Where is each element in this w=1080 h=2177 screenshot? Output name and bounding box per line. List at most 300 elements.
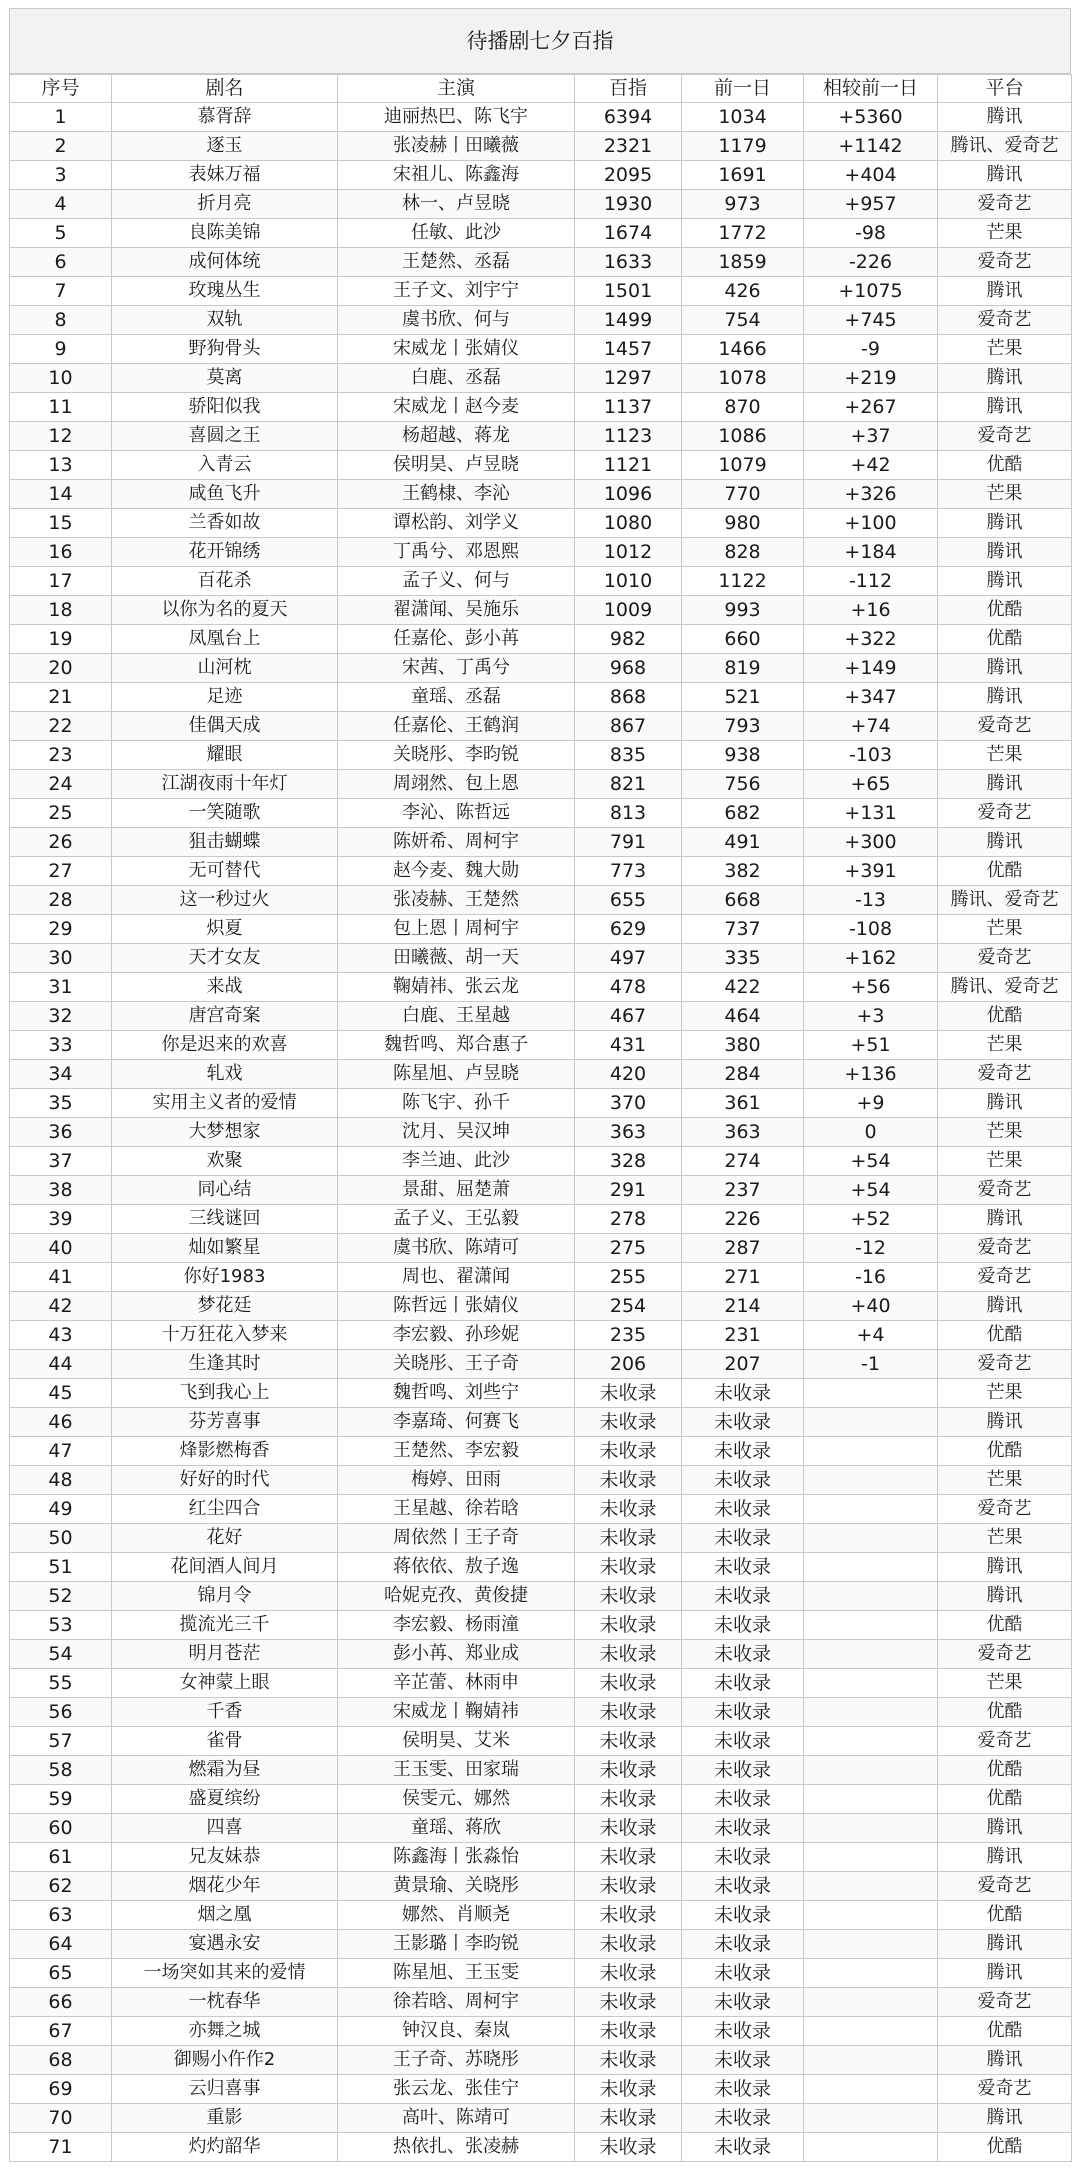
cell-drama: 灿如繁星 <box>112 1234 338 1263</box>
cell-change: +1142 <box>804 132 938 161</box>
cell-cast: 哈妮克孜、黄俊捷 <box>338 1582 575 1611</box>
cell-drama: 女神蒙上眼 <box>112 1669 338 1698</box>
table-row <box>10 1640 1072 1669</box>
table-row <box>10 2104 1072 2133</box>
cell-cast: 任嘉伦、王鹤润 <box>338 712 575 741</box>
cell-index: 2095 <box>575 161 682 190</box>
cell-platform: 优酷 <box>938 1321 1072 1350</box>
table-row <box>10 103 1072 132</box>
cell-drama: 成何体统 <box>112 248 338 277</box>
table-row <box>10 1495 1072 1524</box>
cell-prev: 382 <box>682 857 804 886</box>
cell-platform: 腾讯 <box>938 364 1072 393</box>
cell-change <box>804 1437 938 1466</box>
cell-change <box>804 1495 938 1524</box>
cell-platform: 腾讯 <box>938 770 1072 799</box>
cell-change <box>804 2104 938 2133</box>
cell-cast: 王楚然、李宏毅 <box>338 1437 575 1466</box>
cell-no: 44 <box>10 1350 112 1379</box>
cell-index: 未收录 <box>575 1814 682 1843</box>
cell-no: 15 <box>10 509 112 538</box>
cell-drama: 狙击蝴蝶 <box>112 828 338 857</box>
drama-index-table <box>9 74 1072 2162</box>
table-row <box>10 770 1072 799</box>
cell-drama: 入青云 <box>112 451 338 480</box>
cell-drama: 飞到我心上 <box>112 1379 338 1408</box>
table-row <box>10 393 1072 422</box>
cell-no: 67 <box>10 2017 112 2046</box>
cell-no: 52 <box>10 1582 112 1611</box>
cell-prev: 未收录 <box>682 1843 804 1872</box>
cell-change <box>804 2133 938 2162</box>
cell-no: 56 <box>10 1698 112 1727</box>
cell-index: 1010 <box>575 567 682 596</box>
table-row <box>10 161 1072 190</box>
cell-cast: 林一、卢昱晓 <box>338 190 575 219</box>
cell-prev: 380 <box>682 1031 804 1060</box>
table-row <box>10 1292 1072 1321</box>
cell-platform: 腾讯 <box>938 1814 1072 1843</box>
table-row <box>10 1205 1072 1234</box>
cell-change: 0 <box>804 1118 938 1147</box>
cell-prev: 1466 <box>682 335 804 364</box>
cell-cast: 陈鑫海丨张淼怡 <box>338 1843 575 1872</box>
cell-platform: 爱奇艺 <box>938 1060 1072 1089</box>
cell-cast: 魏哲鸣、刘些宁 <box>338 1379 575 1408</box>
cell-index: 未收录 <box>575 1495 682 1524</box>
table-row <box>10 1582 1072 1611</box>
cell-index: 1457 <box>575 335 682 364</box>
cell-no: 42 <box>10 1292 112 1321</box>
cell-cast: 娜然、肖顺尧 <box>338 1901 575 1930</box>
cell-no: 54 <box>10 1640 112 1669</box>
table-row <box>10 132 1072 161</box>
cell-platform: 腾讯 <box>938 1582 1072 1611</box>
table-row <box>10 1176 1072 1205</box>
cell-change <box>804 1756 938 1785</box>
cell-platform: 腾讯 <box>938 1089 1072 1118</box>
cell-drama: 折月亮 <box>112 190 338 219</box>
table-row <box>10 1901 1072 1930</box>
cell-drama: 耀眼 <box>112 741 338 770</box>
table-row <box>10 1843 1072 1872</box>
cell-prev: 未收录 <box>682 1466 804 1495</box>
cell-no: 10 <box>10 364 112 393</box>
cell-prev: 未收录 <box>682 2133 804 2162</box>
table-row <box>10 2046 1072 2075</box>
table-row <box>10 1147 1072 1176</box>
cell-no: 29 <box>10 915 112 944</box>
cell-prev: 未收录 <box>682 1814 804 1843</box>
cell-change: +391 <box>804 857 938 886</box>
cell-change <box>804 2046 938 2075</box>
cell-change: +745 <box>804 306 938 335</box>
cell-prev: 207 <box>682 1350 804 1379</box>
table-row <box>10 596 1072 625</box>
cell-index: 未收录 <box>575 1553 682 1582</box>
cell-platform: 爱奇艺 <box>938 306 1072 335</box>
table-row <box>10 654 1072 683</box>
cell-platform: 爱奇艺 <box>938 799 1072 828</box>
cell-cast: 侯雯元、娜然 <box>338 1785 575 1814</box>
cell-no: 65 <box>10 1959 112 1988</box>
cell-no: 69 <box>10 2075 112 2104</box>
cell-change: +42 <box>804 451 938 480</box>
cell-cast: 虞书欣、何与 <box>338 306 575 335</box>
cell-no: 64 <box>10 1930 112 1959</box>
cell-no: 24 <box>10 770 112 799</box>
cell-cast: 白鹿、王星越 <box>338 1002 575 1031</box>
cell-drama: 表妹万福 <box>112 161 338 190</box>
cell-index: 813 <box>575 799 682 828</box>
cell-index: 未收录 <box>575 1698 682 1727</box>
cell-platform: 爱奇艺 <box>938 1727 1072 1756</box>
cell-cast: 王子文、刘宇宁 <box>338 277 575 306</box>
cell-cast: 白鹿、丞磊 <box>338 364 575 393</box>
cell-index: 363 <box>575 1118 682 1147</box>
cell-drama: 来战 <box>112 973 338 1002</box>
cell-change <box>804 1872 938 1901</box>
cell-index: 1633 <box>575 248 682 277</box>
cell-index: 1137 <box>575 393 682 422</box>
cell-cast: 高叶、陈靖可 <box>338 2104 575 2133</box>
cell-no: 39 <box>10 1205 112 1234</box>
cell-change: +162 <box>804 944 938 973</box>
cell-prev: 未收录 <box>682 1524 804 1553</box>
cell-change <box>804 2075 938 2104</box>
cell-change: +56 <box>804 973 938 1002</box>
cell-platform: 腾讯 <box>938 683 1072 712</box>
cell-no: 45 <box>10 1379 112 1408</box>
table-row <box>10 335 1072 364</box>
cell-change <box>804 1930 938 1959</box>
cell-prev: 660 <box>682 625 804 654</box>
cell-cast: 杨超越、蒋龙 <box>338 422 575 451</box>
cell-drama: 雀骨 <box>112 1727 338 1756</box>
cell-no: 11 <box>10 393 112 422</box>
cell-drama: 好好的时代 <box>112 1466 338 1495</box>
cell-platform: 爱奇艺 <box>938 248 1072 277</box>
cell-platform: 爱奇艺 <box>938 2075 1072 2104</box>
cell-cast: 李宏毅、杨雨潼 <box>338 1611 575 1640</box>
cell-change: -13 <box>804 886 938 915</box>
table-row <box>10 1350 1072 1379</box>
cell-no: 21 <box>10 683 112 712</box>
cell-change: +100 <box>804 509 938 538</box>
cell-no: 33 <box>10 1031 112 1060</box>
cell-platform: 芒果 <box>938 1669 1072 1698</box>
cell-platform: 优酷 <box>938 1437 1072 1466</box>
cell-index: 1096 <box>575 480 682 509</box>
cell-no: 47 <box>10 1437 112 1466</box>
table-row <box>10 1437 1072 1466</box>
cell-cast: 李嘉琦、何赛飞 <box>338 1408 575 1437</box>
cell-drama: 花开锦绣 <box>112 538 338 567</box>
cell-change <box>804 1698 938 1727</box>
cell-index: 968 <box>575 654 682 683</box>
cell-change <box>804 1988 938 2017</box>
cell-prev: 464 <box>682 1002 804 1031</box>
cell-cast: 蒋依依、敖子逸 <box>338 1553 575 1582</box>
cell-change <box>804 1959 938 1988</box>
cell-cast: 陈星旭、卢昱晓 <box>338 1060 575 1089</box>
cell-drama: 逐玉 <box>112 132 338 161</box>
cell-change: -12 <box>804 1234 938 1263</box>
cell-prev: 1079 <box>682 451 804 480</box>
table-row <box>10 915 1072 944</box>
cell-platform: 芒果 <box>938 915 1072 944</box>
cell-index: 未收录 <box>575 1640 682 1669</box>
cell-index: 206 <box>575 1350 682 1379</box>
cell-cast: 张凌赫丨田曦薇 <box>338 132 575 161</box>
cell-index: 867 <box>575 712 682 741</box>
cell-cast: 李沁、陈哲远 <box>338 799 575 828</box>
cell-platform: 腾讯 <box>938 2104 1072 2133</box>
cell-no: 53 <box>10 1611 112 1640</box>
cell-platform: 爱奇艺 <box>938 1640 1072 1669</box>
cell-index: 未收录 <box>575 1988 682 2017</box>
cell-cast: 魏哲鸣、郑合惠子 <box>338 1031 575 1060</box>
cell-prev: 980 <box>682 509 804 538</box>
cell-platform: 爱奇艺 <box>938 1872 1072 1901</box>
cell-change: +16 <box>804 596 938 625</box>
cell-no: 27 <box>10 857 112 886</box>
cell-drama: 野狗骨头 <box>112 335 338 364</box>
cell-cast: 陈星旭、王玉雯 <box>338 1959 575 1988</box>
cell-index: 2321 <box>575 132 682 161</box>
header-no: 序号 <box>10 75 112 103</box>
cell-drama: 明月苍茫 <box>112 1640 338 1669</box>
cell-no: 43 <box>10 1321 112 1350</box>
cell-platform: 腾讯 <box>938 1959 1072 1988</box>
cell-drama: 亦舞之城 <box>112 2017 338 2046</box>
table-row <box>10 1727 1072 1756</box>
cell-prev: 未收录 <box>682 1756 804 1785</box>
cell-no: 4 <box>10 190 112 219</box>
cell-prev: 未收录 <box>682 2046 804 2075</box>
cell-no: 50 <box>10 1524 112 1553</box>
cell-platform: 腾讯 <box>938 567 1072 596</box>
cell-index: 未收录 <box>575 1611 682 1640</box>
cell-drama: 欢聚 <box>112 1147 338 1176</box>
cell-drama: 大梦想家 <box>112 1118 338 1147</box>
cell-index: 未收录 <box>575 1901 682 1930</box>
cell-no: 3 <box>10 161 112 190</box>
cell-prev: 973 <box>682 190 804 219</box>
cell-drama: 三线谜回 <box>112 1205 338 1234</box>
cell-platform: 爱奇艺 <box>938 712 1072 741</box>
cell-prev: 未收录 <box>682 2075 804 2104</box>
cell-cast: 周翊然、包上恩 <box>338 770 575 799</box>
cell-drama: 你是迟来的欢喜 <box>112 1031 338 1060</box>
cell-drama: 江湖夜雨十年灯 <box>112 770 338 799</box>
table-row <box>10 219 1072 248</box>
cell-change: +404 <box>804 161 938 190</box>
cell-no: 40 <box>10 1234 112 1263</box>
table-row <box>10 857 1072 886</box>
cell-platform: 腾讯 <box>938 2046 1072 2075</box>
cell-prev: 819 <box>682 654 804 683</box>
cell-platform: 芒果 <box>938 741 1072 770</box>
cell-no: 63 <box>10 1901 112 1930</box>
cell-cast: 关晓彤、王子奇 <box>338 1350 575 1379</box>
cell-index: 1123 <box>575 422 682 451</box>
cell-no: 14 <box>10 480 112 509</box>
cell-platform: 爱奇艺 <box>938 944 1072 973</box>
cell-drama: 宴遇永安 <box>112 1930 338 1959</box>
cell-no: 1 <box>10 103 112 132</box>
cell-cast: 孟子义、何与 <box>338 567 575 596</box>
cell-drama: 炽夏 <box>112 915 338 944</box>
cell-drama: 这一秒过火 <box>112 886 338 915</box>
cell-drama: 燃霜为昼 <box>112 1756 338 1785</box>
cell-drama: 揽流光三千 <box>112 1611 338 1640</box>
cell-platform: 优酷 <box>938 1698 1072 1727</box>
cell-platform: 芒果 <box>938 219 1072 248</box>
cell-platform: 爱奇艺 <box>938 422 1072 451</box>
cell-index: 1499 <box>575 306 682 335</box>
cell-index: 未收录 <box>575 1437 682 1466</box>
cell-change: +37 <box>804 422 938 451</box>
cell-prev: 未收录 <box>682 1727 804 1756</box>
cell-platform: 优酷 <box>938 625 1072 654</box>
cell-index: 982 <box>575 625 682 654</box>
cell-no: 6 <box>10 248 112 277</box>
cell-prev: 361 <box>682 1089 804 1118</box>
cell-drama: 四喜 <box>112 1814 338 1843</box>
cell-platform: 芒果 <box>938 480 1072 509</box>
cell-no: 58 <box>10 1756 112 1785</box>
cell-no: 70 <box>10 2104 112 2133</box>
cell-no: 60 <box>10 1814 112 1843</box>
cell-drama: 一笑随歌 <box>112 799 338 828</box>
cell-prev: 未收录 <box>682 1379 804 1408</box>
cell-drama: 双轨 <box>112 306 338 335</box>
cell-no: 9 <box>10 335 112 364</box>
cell-change <box>804 1379 938 1408</box>
cell-no: 51 <box>10 1553 112 1582</box>
cell-no: 12 <box>10 422 112 451</box>
cell-change: +51 <box>804 1031 938 1060</box>
cell-platform: 优酷 <box>938 451 1072 480</box>
cell-cast: 彭小苒、郑业成 <box>338 1640 575 1669</box>
cell-platform: 腾讯 <box>938 654 1072 683</box>
cell-change: +40 <box>804 1292 938 1321</box>
cell-drama: 芬芳喜事 <box>112 1408 338 1437</box>
cell-drama: 花间酒人间月 <box>112 1553 338 1582</box>
cell-no: 2 <box>10 132 112 161</box>
cell-drama: 佳偶天成 <box>112 712 338 741</box>
cell-platform: 芒果 <box>938 1379 1072 1408</box>
header-row <box>10 75 1072 103</box>
cell-index: 821 <box>575 770 682 799</box>
cell-platform: 腾讯 <box>938 1930 1072 1959</box>
cell-no: 26 <box>10 828 112 857</box>
cell-cast: 周依然丨王子奇 <box>338 1524 575 1553</box>
table-row <box>10 190 1072 219</box>
cell-index: 1009 <box>575 596 682 625</box>
table-row <box>10 1031 1072 1060</box>
cell-platform: 爱奇艺 <box>938 1350 1072 1379</box>
cell-no: 35 <box>10 1089 112 1118</box>
cell-prev: 未收录 <box>682 1582 804 1611</box>
cell-cast: 王楚然、丞磊 <box>338 248 575 277</box>
cell-change: +267 <box>804 393 938 422</box>
cell-prev: 1086 <box>682 422 804 451</box>
cell-cast: 包上恩丨周柯宇 <box>338 915 575 944</box>
cell-cast: 李宏毅、孙珍妮 <box>338 1321 575 1350</box>
cell-no: 5 <box>10 219 112 248</box>
cell-index: 254 <box>575 1292 682 1321</box>
cell-drama: 烟之凰 <box>112 1901 338 1930</box>
cell-cast: 宋威龙丨张婧仪 <box>338 335 575 364</box>
cell-cast: 谭松韵、刘学义 <box>338 509 575 538</box>
cell-index: 未收录 <box>575 2133 682 2162</box>
cell-drama: 唐宫奇案 <box>112 1002 338 1031</box>
cell-cast: 钟汉良、秦岚 <box>338 2017 575 2046</box>
cell-drama: 十万狂花入梦来 <box>112 1321 338 1350</box>
cell-prev: 未收录 <box>682 1640 804 1669</box>
cell-change <box>804 1669 938 1698</box>
cell-index: 467 <box>575 1002 682 1031</box>
table-row <box>10 1321 1072 1350</box>
table-row <box>10 1930 1072 1959</box>
cell-index: 未收录 <box>575 2104 682 2133</box>
cell-change: +3 <box>804 1002 938 1031</box>
cell-no: 57 <box>10 1727 112 1756</box>
cell-index: 1121 <box>575 451 682 480</box>
cell-index: 未收录 <box>575 1756 682 1785</box>
cell-cast: 侯明昊、卢昱晓 <box>338 451 575 480</box>
cell-index: 431 <box>575 1031 682 1060</box>
cell-prev: 未收录 <box>682 1930 804 1959</box>
cell-change: -103 <box>804 741 938 770</box>
cell-index: 未收录 <box>575 1930 682 1959</box>
cell-platform: 腾讯、爱奇艺 <box>938 132 1072 161</box>
cell-platform: 优酷 <box>938 1611 1072 1640</box>
cell-no: 13 <box>10 451 112 480</box>
table-row <box>10 1814 1072 1843</box>
table-row <box>10 1466 1072 1495</box>
cell-change: +326 <box>804 480 938 509</box>
cell-platform: 芒果 <box>938 1147 1072 1176</box>
cell-index: 773 <box>575 857 682 886</box>
table-row <box>10 1611 1072 1640</box>
cell-index: 235 <box>575 1321 682 1350</box>
cell-platform: 芒果 <box>938 1466 1072 1495</box>
cell-drama: 锦月令 <box>112 1582 338 1611</box>
table-row <box>10 973 1072 1002</box>
table-row <box>10 509 1072 538</box>
table-row <box>10 683 1072 712</box>
cell-no: 7 <box>10 277 112 306</box>
cell-prev: 未收录 <box>682 1872 804 1901</box>
header-prev: 前一日 <box>682 75 804 103</box>
cell-drama: 兰香如故 <box>112 509 338 538</box>
cell-index: 未收录 <box>575 1524 682 1553</box>
cell-change <box>804 2017 938 2046</box>
cell-change: +54 <box>804 1147 938 1176</box>
cell-change: +957 <box>804 190 938 219</box>
cell-prev: 274 <box>682 1147 804 1176</box>
cell-no: 61 <box>10 1843 112 1872</box>
cell-drama: 轧戏 <box>112 1060 338 1089</box>
cell-drama: 实用主义者的爱情 <box>112 1089 338 1118</box>
cell-index: 1930 <box>575 190 682 219</box>
cell-no: 62 <box>10 1872 112 1901</box>
sheet-title: 待播剧七夕百指 <box>9 8 1071 74</box>
table-row <box>10 1408 1072 1437</box>
